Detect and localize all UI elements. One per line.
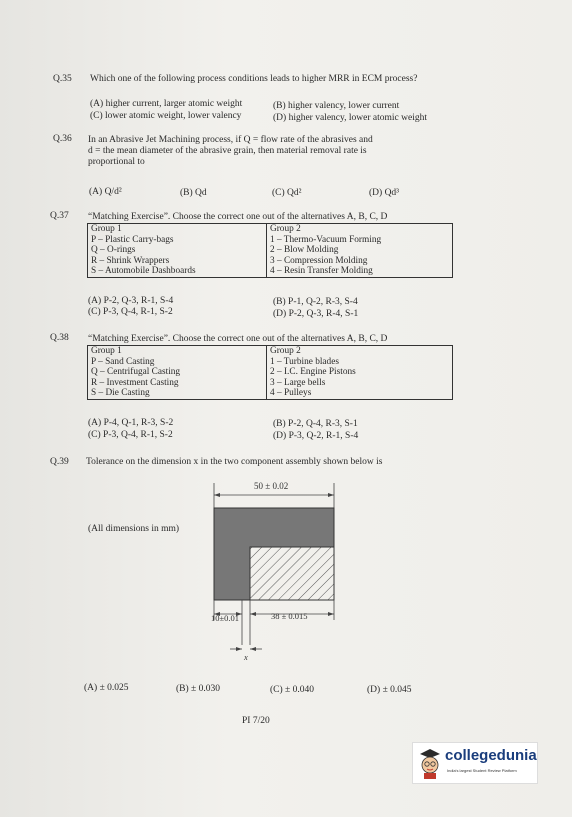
option-b: (B) higher valency, lower current bbox=[273, 101, 400, 111]
group-1-header: Group 1 bbox=[91, 346, 122, 356]
arrow-icon bbox=[328, 493, 334, 497]
question-text: d = the mean diameter of the abrasive grain, then material removal rate is bbox=[88, 146, 367, 156]
matching-table bbox=[87, 345, 453, 400]
hatched-component bbox=[250, 547, 334, 600]
question-number: Q.35 bbox=[53, 74, 72, 84]
logo-name: collegedunia bbox=[445, 747, 537, 764]
logo-tagline: India's largest Student Review Platform bbox=[447, 768, 517, 773]
collegedunia-logo bbox=[412, 742, 538, 784]
question-number: Q.39 bbox=[50, 457, 69, 467]
group-1-item: S – Die Casting bbox=[91, 388, 150, 398]
question-number: Q.37 bbox=[50, 211, 69, 221]
option-b: (B) P-1, Q-2, R-3, S-4 bbox=[273, 297, 358, 307]
matching-table bbox=[87, 223, 453, 278]
option-c: (C) lower atomic weight, lower valency bbox=[90, 111, 242, 121]
arrow-icon bbox=[214, 493, 220, 497]
question-text: proportional to bbox=[88, 157, 145, 167]
option-d: (D) P-3, Q-2, R-1, S-4 bbox=[273, 431, 359, 441]
group-2-item: 2 – I.C. Engine Pistons bbox=[270, 367, 356, 377]
option-d: (D) Qd³ bbox=[369, 188, 400, 198]
option-c: (C) P-3, Q-4, R-1, S-2 bbox=[88, 307, 173, 317]
question-text: In an Abrasive Jet Machining process, if Q = flow rate of the abrasives and bbox=[88, 135, 373, 145]
option-a: (A) P-4, Q-1, R-3, S-2 bbox=[88, 418, 174, 428]
group-2-cell bbox=[267, 346, 453, 400]
option-c: (C) P-3, Q-4, R-1, S-2 bbox=[88, 430, 173, 440]
question-text: “Matching Exercise”. Choose the correct one out of the alternatives A, B, C, D bbox=[88, 334, 388, 344]
dim-x-label: x bbox=[244, 652, 248, 662]
dim-left-label: 10±0.01 bbox=[211, 613, 240, 623]
option-d: (D) higher valency, lower atomic weight bbox=[273, 113, 427, 123]
group-1-item: R – Shrink Wrappers bbox=[91, 255, 170, 266]
group-1-cell bbox=[88, 224, 267, 278]
option-a: (A) higher current, larger atomic weight bbox=[90, 99, 243, 109]
diagram-note: (All dimensions in mm) bbox=[88, 524, 180, 534]
group-1-cell bbox=[88, 346, 267, 400]
option-c: (C) ± 0.040 bbox=[270, 685, 315, 695]
group-2-item: 4 – Resin Transfer Molding bbox=[270, 266, 373, 276]
option-a: (A) Q/d² bbox=[89, 187, 122, 197]
group-2-item: 1 – Turbine blades bbox=[270, 356, 339, 367]
group-2-item: 1 – Thermo-Vacuum Forming bbox=[270, 234, 382, 245]
group-2-item: 2 – Blow Molding bbox=[270, 245, 339, 255]
arrow-icon bbox=[328, 612, 334, 616]
question-text: “Matching Exercise”. Choose the correct one out of the alternatives A, B, C, D bbox=[88, 212, 388, 222]
group-1-header: Group 1 bbox=[91, 224, 122, 234]
group-2-header: Group 2 bbox=[270, 224, 301, 234]
group-2-header: Group 2 bbox=[270, 346, 301, 356]
page-number: PI 7/20 bbox=[242, 716, 270, 726]
question-text: Tolerance on the dimension x in the two component assembly shown below is bbox=[86, 457, 383, 467]
option-b: (B) ± 0.030 bbox=[176, 684, 221, 694]
option-d: (D) ± 0.045 bbox=[367, 685, 412, 695]
group-1-item: P – Sand Casting bbox=[91, 356, 155, 367]
option-a: (A) P-2, Q-3, R-1, S-4 bbox=[88, 296, 174, 306]
group-1-item: S – Automobile Dashboards bbox=[91, 266, 196, 276]
group-1-item: P – Plastic Carry-bags bbox=[91, 234, 174, 245]
option-b: (B) Qd bbox=[180, 188, 207, 198]
assembly-diagram bbox=[195, 475, 365, 675]
dim-right-label: 38 ± 0.015 bbox=[271, 611, 308, 621]
group-1-item: Q – O-rings bbox=[91, 245, 136, 255]
arrow-icon bbox=[250, 647, 256, 651]
option-d: (D) P-2, Q-3, R-4, S-1 bbox=[273, 309, 359, 319]
group-2-item: 3 – Compression Molding bbox=[270, 255, 368, 266]
mascot-icon bbox=[416, 746, 444, 780]
group-2-cell bbox=[267, 224, 453, 278]
arrow-icon bbox=[250, 612, 256, 616]
dim-top-label: 50 ± 0.02 bbox=[254, 481, 289, 491]
arrow-icon bbox=[236, 647, 242, 651]
group-2-item: 3 – Large bells bbox=[270, 377, 326, 388]
question-number: Q.38 bbox=[50, 333, 69, 343]
option-b: (B) P-2, Q-4, R-3, S-1 bbox=[273, 419, 358, 429]
option-a: (A) ± 0.025 bbox=[84, 683, 129, 693]
question-number: Q.36 bbox=[53, 134, 72, 144]
option-c: (C) Qd² bbox=[272, 188, 302, 198]
group-2-item: 4 – Pulleys bbox=[270, 388, 312, 398]
group-1-item: Q – Centrifugal Casting bbox=[91, 367, 181, 377]
group-1-item: R – Investment Casting bbox=[91, 377, 179, 388]
question-text: Which one of the following process conditions leads to higher MRR in ECM process? bbox=[90, 74, 418, 84]
